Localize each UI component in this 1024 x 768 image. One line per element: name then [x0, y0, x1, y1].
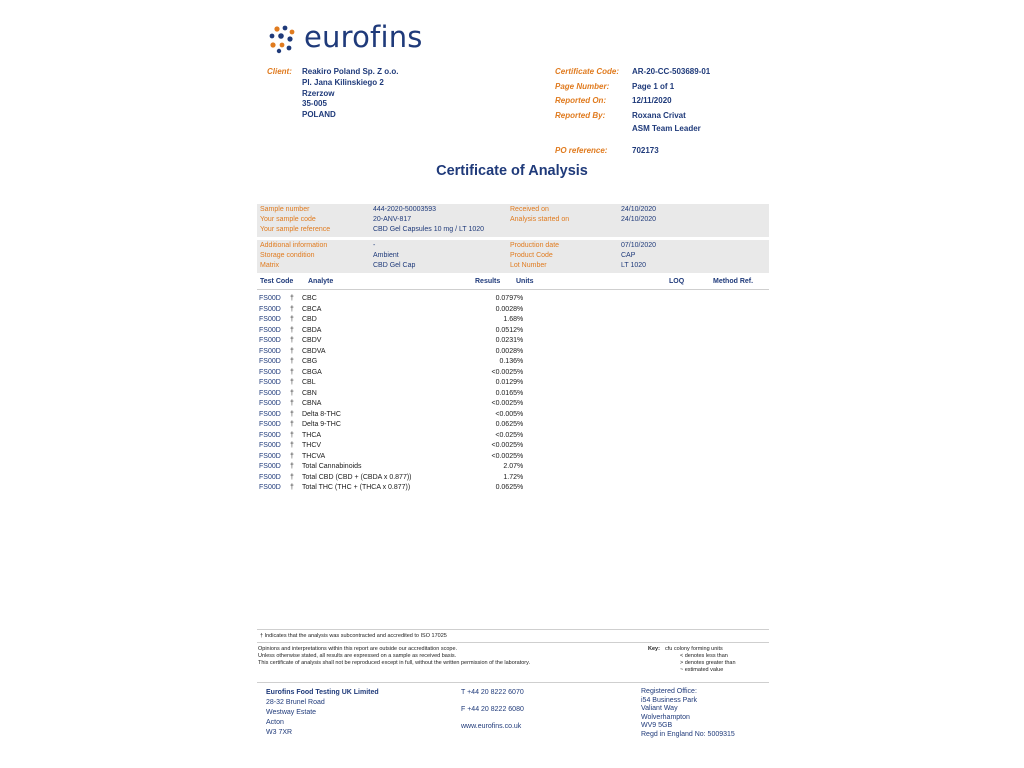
sample-details-box	[257, 240, 769, 273]
dagger-mark: †	[290, 389, 294, 397]
info-value: 24/10/2020	[621, 216, 657, 223]
key-lines	[665, 646, 736, 674]
analyte-name: CBDA	[302, 326, 322, 334]
result-unit: %	[517, 347, 524, 355]
dagger-mark: †	[290, 421, 294, 428]
test-code: FS00D	[259, 452, 281, 460]
table-row	[257, 483, 769, 494]
footer-website-link[interactable]: www.eurofins.co.uk	[461, 723, 522, 730]
test-code: FS00D	[259, 316, 281, 323]
result-value: 0.0028	[495, 305, 517, 313]
table-row	[257, 420, 769, 431]
dagger-mark: †	[290, 473, 294, 481]
table-row	[257, 336, 769, 347]
result-unit: %	[517, 379, 524, 386]
result-unit: %	[517, 358, 524, 365]
dagger-mark: †	[290, 442, 294, 449]
analyte-name: Delta 9-THC	[302, 421, 341, 428]
test-code: FS00D	[259, 442, 281, 449]
field-label: Certificate Code:	[555, 67, 620, 76]
key-line: < denotes less than	[680, 653, 728, 659]
test-code: FS00D	[259, 463, 281, 470]
dagger-mark: †	[290, 368, 294, 376]
results-table-header	[257, 278, 769, 289]
table-row	[257, 441, 769, 452]
info-value: CBD Gel Cap	[373, 262, 416, 269]
info-value: CAP	[621, 252, 636, 259]
test-code: FS00D	[259, 295, 281, 302]
reported-on-row	[555, 96, 755, 107]
result-value: 0.0028	[495, 347, 517, 355]
field-value: AR-20-CC-503689-01	[632, 67, 711, 76]
result-unit: %	[517, 316, 524, 323]
header-results: Results	[475, 278, 501, 285]
header-divider	[257, 289, 769, 290]
analyte-name: CBD	[302, 316, 317, 323]
registered-line: Regd in England No: 5009315	[641, 730, 735, 738]
result-value: <0.0025	[491, 400, 517, 407]
sample-info-box	[257, 204, 769, 237]
dagger-mark: †	[290, 484, 294, 491]
page-title: Certificate of Analysis	[436, 163, 588, 179]
table-row	[257, 389, 769, 400]
client-address	[302, 67, 398, 121]
footer-address-line: Acton	[266, 719, 284, 726]
result-unit: %	[517, 484, 524, 491]
dagger-mark: †	[290, 347, 294, 355]
key-title: Key:	[648, 646, 660, 652]
footer-company-block	[266, 688, 379, 738]
key-line: cfu colony forming units	[665, 646, 723, 652]
analyte-name: CBDVA	[302, 347, 326, 355]
registered-line: i54 Business Park	[641, 696, 698, 704]
test-code: FS00D	[259, 431, 281, 439]
table-row	[257, 368, 769, 379]
client-line: Reakiro Poland Sp. Z o.o.	[302, 67, 399, 76]
logo-text: eurofins	[304, 20, 423, 54]
table-row	[257, 473, 769, 484]
table-row	[257, 326, 769, 337]
footer-address-line: W3 7XR	[266, 729, 293, 736]
info-value: 07/10/2020	[621, 242, 657, 249]
key-line: ~ estimated value	[680, 667, 724, 673]
info-value: -	[373, 242, 376, 249]
test-code: FS00D	[259, 337, 281, 344]
disclaimer	[258, 646, 530, 667]
result-value: <0.0025	[491, 452, 517, 460]
analyte-name: CBG	[302, 358, 318, 365]
info-value: 24/10/2020	[621, 206, 657, 213]
test-code: FS00D	[259, 421, 281, 428]
header-units: Units	[516, 278, 534, 285]
dagger-mark: †	[290, 305, 294, 313]
test-code: FS00D	[259, 484, 281, 491]
field-label: Reported By:	[555, 111, 606, 120]
dagger-mark: †	[290, 337, 294, 344]
footer-divider	[257, 682, 769, 683]
disclaimer-line: This certificate of analysis shall not be reproduced except in full, without the written permission of the laboratory.	[258, 660, 530, 666]
analyte-name: CBN	[302, 389, 317, 397]
info-label: Production date	[510, 242, 560, 249]
reporter-role-row	[555, 124, 755, 135]
analyte-name: THCV	[302, 442, 322, 449]
analyte-name: CBNA	[302, 400, 322, 407]
table-row	[257, 378, 769, 389]
analyte-name: Total THC (THC + (THCA x 0.877))	[302, 484, 411, 491]
result-unit: %	[517, 368, 524, 376]
field-label: Reported On:	[555, 96, 607, 105]
dagger-mark: †	[290, 326, 294, 334]
analyte-name: CBC	[302, 295, 317, 302]
info-label: Additional information	[260, 242, 328, 249]
analyte-name: CBDV	[302, 337, 322, 344]
info-label: Received on	[510, 206, 549, 213]
info-label: Sample number	[260, 206, 310, 213]
field-label: PO reference:	[555, 146, 608, 155]
footer-address-line: Westway Estate	[266, 709, 317, 716]
table-row	[257, 347, 769, 358]
dagger-mark: †	[290, 358, 294, 365]
footer-fax: F +44 20 8222 6080	[461, 706, 524, 713]
registered-line: Registered Office:	[641, 688, 697, 695]
result-value: 1.68	[503, 316, 517, 323]
info-label: Matrix	[260, 262, 280, 269]
field-label: Page Number:	[555, 82, 610, 91]
info-value: CBD Gel Capsules 10 mg / LT 1020	[373, 226, 485, 233]
info-value: 444-2020-50003593	[373, 206, 437, 213]
header-loq: LOQ	[669, 278, 685, 285]
result-value: <0.0025	[491, 368, 517, 376]
analyte-name: Total CBD (CBD + (CBDA x 0.877))	[302, 473, 412, 481]
result-value: <0.025	[495, 431, 517, 439]
header-method: Method Ref.	[713, 278, 754, 285]
table-row	[257, 357, 769, 368]
logo-dots-icon	[268, 24, 298, 54]
analyte-name: CBCA	[302, 305, 322, 313]
analyte-name: THCVA	[302, 452, 326, 460]
test-code: FS00D	[259, 389, 281, 397]
client-line: POLAND	[302, 110, 336, 120]
disclaimer-line: Opinions and interpretations within this report are outside our accreditation scope.	[258, 646, 458, 652]
result-value: <0.005	[495, 410, 517, 418]
info-label: Analysis started on	[510, 216, 570, 223]
result-value: <0.0025	[491, 442, 517, 449]
dagger-mark: †	[290, 316, 294, 323]
footnote-divider	[257, 642, 769, 643]
header-test-code: Test Code	[260, 278, 294, 285]
result-unit: %	[517, 410, 524, 418]
test-code: FS00D	[259, 358, 281, 365]
result-value: 2.07	[503, 463, 517, 470]
result-unit: %	[517, 452, 524, 460]
dagger-mark: †	[290, 400, 294, 407]
table-row	[257, 399, 769, 410]
test-code: FS00D	[259, 410, 281, 418]
footer-registered-office	[641, 688, 735, 740]
analyte-name: Delta 8-THC	[302, 410, 341, 418]
result-unit: %	[517, 400, 524, 407]
result-value: 0.0625	[495, 421, 517, 428]
analyte-name: THCA	[302, 431, 322, 439]
footer-phone: T +44 20 8222 6070	[461, 689, 524, 696]
info-label: Product Code	[510, 252, 553, 259]
result-value: 0.0512	[495, 326, 517, 334]
footer-address-line: 28-32 Brunel Road	[266, 699, 325, 706]
table-row	[257, 410, 769, 421]
result-value: 0.0797	[495, 295, 517, 302]
registered-line: Valiant Way	[641, 705, 678, 713]
test-code: FS00D	[259, 347, 281, 355]
results-table-body	[257, 294, 769, 494]
test-code: FS00D	[259, 305, 281, 313]
table-row	[257, 294, 769, 305]
table-row	[257, 305, 769, 316]
footnote-divider	[257, 629, 769, 630]
result-unit: %	[517, 305, 524, 313]
key-label	[648, 646, 660, 653]
result-value: 0.0129	[495, 379, 517, 386]
client-line: Pl. Jana Kilinskiego 2	[302, 77, 384, 87]
dagger-mark: †	[290, 431, 294, 439]
dagger-footnote: † Indicates that the analysis was subcontracted and accredited to ISO 17025	[260, 633, 447, 639]
info-value: LT 1020	[621, 262, 647, 269]
table-row	[257, 431, 769, 442]
analyte-name: Total Cannabinoids	[302, 463, 362, 470]
result-unit: %	[517, 421, 524, 428]
dagger-mark: †	[290, 410, 294, 418]
dagger-mark: †	[290, 463, 294, 470]
result-value: 0.0165	[495, 389, 517, 397]
table-row	[257, 315, 769, 326]
field-value: ASM Team Leader	[632, 124, 701, 133]
info-label: Your sample code	[260, 216, 316, 223]
result-unit: %	[517, 431, 524, 439]
field-value: Page 1 of 1	[632, 82, 675, 91]
analyte-name: CBL	[302, 379, 316, 386]
dagger-mark: †	[290, 452, 294, 460]
registered-line: WV9 5GB	[641, 722, 673, 730]
dagger-mark: †	[290, 295, 294, 302]
result-value: 0.136	[499, 358, 517, 365]
result-unit: %	[517, 389, 524, 397]
registered-line: Wolverhampton	[641, 713, 690, 721]
info-value: Ambient	[373, 252, 399, 259]
po-reference-row	[555, 146, 755, 157]
result-unit: %	[517, 463, 524, 470]
info-label: Lot Number	[510, 262, 547, 269]
result-unit: %	[517, 326, 524, 334]
result-value: 0.0231	[495, 337, 517, 344]
page-number-row	[555, 82, 755, 93]
test-code: FS00D	[259, 400, 281, 407]
key-line: > denotes greater than	[680, 660, 736, 666]
result-unit: %	[517, 337, 524, 344]
footer-company: Eurofins Food Testing UK Limited	[266, 689, 379, 696]
info-value: 20-ANV-817	[373, 216, 412, 223]
table-row	[257, 462, 769, 473]
result-value: 1.72	[503, 473, 517, 481]
test-code: FS00D	[259, 379, 281, 386]
test-code: FS00D	[259, 368, 281, 376]
info-label: Storage condition	[260, 252, 315, 259]
client-line: 35-005	[302, 99, 327, 109]
field-value: 702173	[632, 146, 659, 155]
analyte-name: CBGA	[302, 368, 322, 376]
header-analyte: Analyte	[308, 278, 334, 285]
field-value: Roxana Crivat	[632, 111, 686, 120]
reported-by-row	[555, 111, 755, 122]
result-unit: %	[517, 442, 524, 449]
result-unit: %	[517, 473, 524, 481]
result-unit: %	[517, 295, 524, 302]
client-line: Rzerzow	[302, 88, 335, 98]
result-value: 0.0625	[495, 484, 517, 491]
client-label: Client:	[267, 67, 292, 76]
table-row	[257, 452, 769, 463]
test-code: FS00D	[259, 326, 281, 334]
test-code: FS00D	[259, 473, 281, 481]
field-value: 12/11/2020	[632, 96, 672, 105]
info-label: Your sample reference	[260, 226, 331, 233]
disclaimer-line: Unless otherwise stated, all results are expressed on a sample as received basis.	[258, 653, 457, 659]
certificate-code-row	[555, 67, 755, 78]
dagger-mark: †	[290, 379, 294, 386]
